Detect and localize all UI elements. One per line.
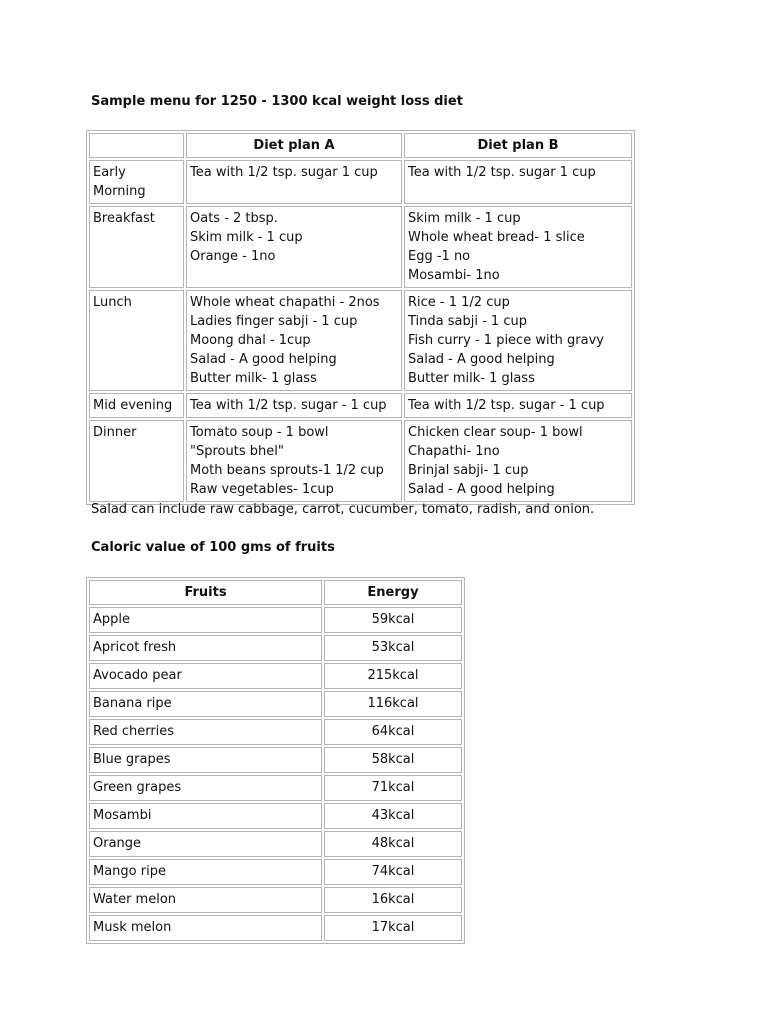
diet-plan-header-row <box>89 133 632 158</box>
plan-b-cell <box>404 206 632 288</box>
food-item: Moong dhal - 1cup <box>190 333 311 348</box>
food-item: "Sprouts bhel" <box>190 444 284 459</box>
fruits-column-header: Fruits <box>89 580 322 605</box>
food-item: Orange - 1no <box>190 249 276 264</box>
fruit-name-cell: Musk melon <box>89 915 322 941</box>
page-title: Sample menu for 1250 - 1300 kcal weight loss diet <box>91 94 463 109</box>
food-item: Mosambi- 1no <box>408 268 500 283</box>
diet-plan-row <box>89 420 632 502</box>
fruit-name-cell: Mosambi <box>89 803 322 829</box>
fruit-row <box>89 635 462 661</box>
plan-b-cell <box>404 420 632 502</box>
food-item: Salad - A good helping <box>190 352 337 367</box>
food-item: Moth beans sprouts-1 1/2 cup <box>190 463 384 478</box>
fruit-name-cell: Mango ripe <box>89 859 322 885</box>
food-item: Tomato soup - 1 bowl <box>190 425 329 440</box>
fruit-name-cell: Avocado pear <box>89 663 322 689</box>
plan-b-cell <box>404 290 632 391</box>
food-item: Raw vegetables- 1cup <box>190 482 334 497</box>
fruit-energy-cell: 53kcal <box>324 635 462 661</box>
plan-a-cell <box>186 393 402 418</box>
fruit-name-cell: Red cherries <box>89 719 322 745</box>
energy-column-header: Energy <box>324 580 462 605</box>
food-item: Fish curry - 1 piece with gravy <box>408 333 604 348</box>
meal-name-cell: Dinner <box>89 420 184 502</box>
fruit-energy-cell: 58kcal <box>324 747 462 773</box>
fruit-energy-cell: 64kcal <box>324 719 462 745</box>
plan-b-cell <box>404 160 632 204</box>
fruit-row <box>89 775 462 801</box>
food-item: Whole wheat chapathi - 2nos <box>190 295 380 310</box>
fruit-name-cell: Banana ripe <box>89 691 322 717</box>
salad-note: Salad can include raw cabbage, carrot, cucumber, tomato, radish, and onion. <box>91 502 595 517</box>
plan-b-cell <box>404 393 632 418</box>
food-item: Chicken clear soup- 1 bowl <box>408 425 583 440</box>
food-item: Butter milk- 1 glass <box>408 371 535 386</box>
diet-plan-row <box>89 393 632 418</box>
food-item: Tea with 1/2 tsp. sugar - 1 cup <box>190 398 387 413</box>
food-item: Egg -1 no <box>408 249 471 264</box>
food-item: Tea with 1/2 tsp. sugar 1 cup <box>190 165 378 180</box>
food-item: Chapathi- 1no <box>408 444 500 459</box>
fruit-calorie-table <box>86 577 465 944</box>
fruit-row <box>89 915 462 941</box>
food-item: Tea with 1/2 tsp. sugar - 1 cup <box>408 398 605 413</box>
diet-plan-table <box>86 130 635 505</box>
fruit-row <box>89 663 462 689</box>
fruit-row <box>89 607 462 633</box>
food-item: Ladies finger sabji - 1 cup <box>190 314 358 329</box>
diet-plan-row <box>89 206 632 288</box>
diet-plan-row <box>89 290 632 391</box>
fruit-row <box>89 859 462 885</box>
fruit-row <box>89 747 462 773</box>
food-item: Oats - 2 tbsp. <box>190 211 278 226</box>
fruit-energy-cell: 43kcal <box>324 803 462 829</box>
food-item: Skim milk - 1 cup <box>408 211 521 226</box>
meal-name-cell: Breakfast <box>89 206 184 288</box>
fruit-name-cell: Blue grapes <box>89 747 322 773</box>
fruit-row <box>89 887 462 913</box>
plan-a-cell <box>186 420 402 502</box>
food-item: Rice - 1 1/2 cup <box>408 295 510 310</box>
food-item: Salad - A good helping <box>408 352 555 367</box>
fruit-row <box>89 691 462 717</box>
fruits-section-title: Caloric value of 100 gms of fruits <box>91 540 335 555</box>
diet-plan-row <box>89 160 632 204</box>
food-item: Brinjal sabji- 1 cup <box>408 463 529 478</box>
meal-name-cell: Early Morning <box>89 160 184 204</box>
plan-a-cell <box>186 206 402 288</box>
fruit-energy-cell: 215kcal <box>324 663 462 689</box>
fruit-row <box>89 831 462 857</box>
fruit-row <box>89 719 462 745</box>
food-item: Tea with 1/2 tsp. sugar 1 cup <box>408 165 596 180</box>
food-item: Whole wheat bread- 1 slice <box>408 230 585 245</box>
fruit-energy-cell: 59kcal <box>324 607 462 633</box>
food-item: Salad - A good helping <box>408 482 555 497</box>
fruit-energy-cell: 74kcal <box>324 859 462 885</box>
fruit-name-cell: Green grapes <box>89 775 322 801</box>
fruit-energy-cell: 17kcal <box>324 915 462 941</box>
fruit-header-row <box>89 580 462 605</box>
diet-plan-a-header: Diet plan A <box>186 133 402 158</box>
food-item: Tinda sabji - 1 cup <box>408 314 527 329</box>
fruit-energy-cell: 16kcal <box>324 887 462 913</box>
fruit-name-cell: Water melon <box>89 887 322 913</box>
food-item: Skim milk - 1 cup <box>190 230 303 245</box>
fruit-name-cell: Apple <box>89 607 322 633</box>
fruit-energy-cell: 116kcal <box>324 691 462 717</box>
fruit-energy-cell: 71kcal <box>324 775 462 801</box>
plan-a-cell <box>186 290 402 391</box>
fruit-energy-cell: 48kcal <box>324 831 462 857</box>
meal-name-cell: Lunch <box>89 290 184 391</box>
diet-plan-b-header: Diet plan B <box>404 133 632 158</box>
fruit-row <box>89 803 462 829</box>
meal-name-cell: Mid evening <box>89 393 184 418</box>
fruit-name-cell: Orange <box>89 831 322 857</box>
fruit-name-cell: Apricot fresh <box>89 635 322 661</box>
meal-column-header <box>89 133 184 158</box>
food-item: Butter milk- 1 glass <box>190 371 317 386</box>
plan-a-cell <box>186 160 402 204</box>
